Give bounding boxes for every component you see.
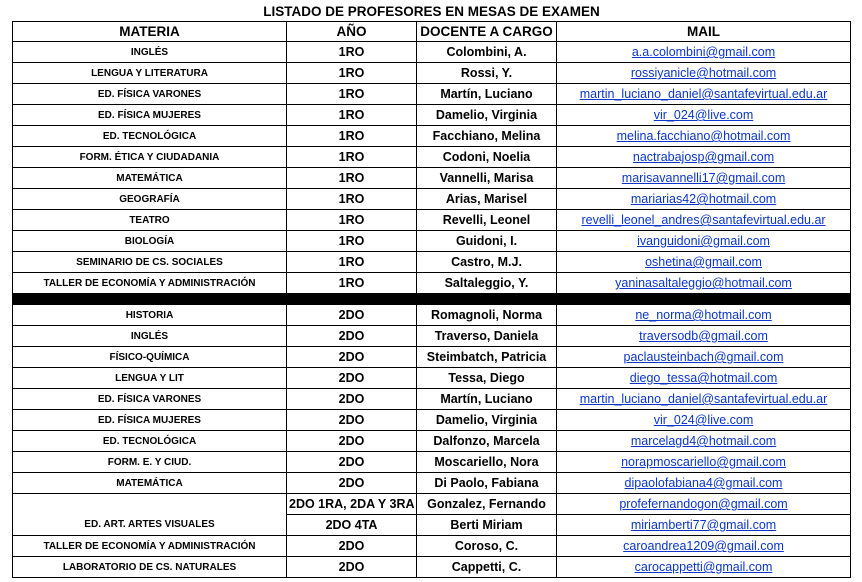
table-row	[13, 410, 851, 431]
anio-cell: 1RO	[287, 273, 417, 294]
materia-cell: TALLER DE ECONOMÍA Y ADMINISTRACIÓN	[13, 273, 287, 294]
table-row	[13, 494, 851, 515]
table-row	[13, 473, 851, 494]
docente-cell: Arias, Marisel	[417, 189, 557, 210]
anio-cell: 2DO	[287, 536, 417, 557]
table-row	[13, 557, 851, 578]
docente-cell: Guidoni, I.	[417, 231, 557, 252]
table-row	[13, 305, 851, 326]
anio-cell: 1RO	[287, 168, 417, 189]
mail-link[interactable]: caroandrea1209@gmail.com	[557, 536, 851, 557]
anio-cell: 2DO 4TA	[287, 515, 417, 536]
docente-cell: Gonzalez, Fernando	[417, 494, 557, 515]
table-row	[13, 536, 851, 557]
materia-cell: LENGUA Y LIT	[13, 368, 287, 389]
materia-cell: ED. ART. ARTES VISUALES	[13, 515, 287, 536]
docente-cell: Di Paolo, Fabiana	[417, 473, 557, 494]
anio-cell: 2DO	[287, 305, 417, 326]
materia-cell: LABORATORIO DE CS. NATURALES	[13, 557, 287, 578]
table-row	[13, 389, 851, 410]
anio-cell: 2DO	[287, 452, 417, 473]
table-row	[13, 252, 851, 273]
table-row	[13, 126, 851, 147]
table-row	[13, 452, 851, 473]
table-row	[13, 42, 851, 63]
materia-cell: MATEMÁTICA	[13, 168, 287, 189]
mail-link[interactable]: ivanguidoni@gmail.com	[557, 231, 851, 252]
docente-cell: Dalfonzo, Marcela	[417, 431, 557, 452]
table-row	[13, 210, 851, 231]
anio-cell: 2DO 1RA, 2DA Y 3RA	[287, 494, 417, 515]
mail-link[interactable]: revelli_leonel_andres@santafevirtual.edu.ar	[557, 210, 851, 231]
materia-cell: FORM. ÉTICA Y CIUDADANIA	[13, 147, 287, 168]
table-row	[13, 368, 851, 389]
docente-cell: Berti Miriam	[417, 515, 557, 536]
anio-cell: 1RO	[287, 63, 417, 84]
anio-cell: 1RO	[287, 189, 417, 210]
spreadsheet	[12, 2, 850, 578]
mail-link[interactable]: profefernandogon@gmail.com	[557, 494, 851, 515]
anio-cell: 2DO	[287, 326, 417, 347]
header-materia: MATERIA	[13, 22, 287, 42]
anio-cell: 2DO	[287, 389, 417, 410]
docente-cell: Revelli, Leonel	[417, 210, 557, 231]
table-row	[13, 326, 851, 347]
header-mail: MAIL	[557, 22, 851, 42]
table-row	[13, 515, 851, 536]
divider-bar	[13, 294, 851, 305]
sheet-title: LISTADO DE PROFESORES EN MESAS DE EXAMEN	[13, 2, 851, 22]
table-row	[13, 63, 851, 84]
docente-cell: Steimbatch, Patricia	[417, 347, 557, 368]
header-docente: DOCENTE A CARGO	[417, 22, 557, 42]
anio-cell: 2DO	[287, 557, 417, 578]
materia-cell: MATEMÁTICA	[13, 473, 287, 494]
docente-cell: Codoni, Noelia	[417, 147, 557, 168]
materia-cell: TEATRO	[13, 210, 287, 231]
anio-cell: 1RO	[287, 210, 417, 231]
mail-link[interactable]: vir_024@live.com	[557, 410, 851, 431]
materia-cell: ED. FÍSICA VARONES	[13, 84, 287, 105]
docente-cell: Tessa, Diego	[417, 368, 557, 389]
docente-cell: Facchiano, Melina	[417, 126, 557, 147]
docente-cell: Saltaleggio, Y.	[417, 273, 557, 294]
materia-cell: ED. TECNOLÓGICA	[13, 431, 287, 452]
docente-cell: Castro, M.J.	[417, 252, 557, 273]
anio-cell: 2DO	[287, 473, 417, 494]
materia-cell: BIOLOGÍA	[13, 231, 287, 252]
anio-cell: 1RO	[287, 105, 417, 126]
header-row	[13, 22, 851, 42]
mail-link[interactable]: miriamberti77@gmail.com	[557, 515, 851, 536]
materia-cell: INGLÉS	[13, 42, 287, 63]
materia-cell: SEMINARIO DE CS. SOCIALES	[13, 252, 287, 273]
materia-cell: ED. FÍSICA MUJERES	[13, 105, 287, 126]
materia-cell: FORM. E. Y CIUD.	[13, 452, 287, 473]
table-row	[13, 231, 851, 252]
header-anio: AÑO	[287, 22, 417, 42]
docente-cell: Damelio, Virginia	[417, 105, 557, 126]
anio-cell: 1RO	[287, 84, 417, 105]
docente-cell: Coroso, C.	[417, 536, 557, 557]
mail-link[interactable]: yaninasaltaleggio@hotmail.com	[557, 273, 851, 294]
mail-link[interactable]: martin_luciano_daniel@santafevirtual.edu.ar	[557, 84, 851, 105]
materia-cell: LENGUA Y LITERATURA	[13, 63, 287, 84]
docente-cell: Cappetti, C.	[417, 557, 557, 578]
table-row	[13, 347, 851, 368]
materia-cell: INGLÉS	[13, 326, 287, 347]
table-row	[13, 189, 851, 210]
mail-link[interactable]: dipaolofabiana4@gmail.com	[557, 473, 851, 494]
mail-link[interactable]: carocappetti@gmail.com	[557, 557, 851, 578]
docente-cell: Moscariello, Nora	[417, 452, 557, 473]
docente-cell: Colombini, A.	[417, 42, 557, 63]
materia-cell: ED. TECNOLÓGICA	[13, 126, 287, 147]
table-row	[13, 105, 851, 126]
section-divider	[13, 294, 851, 305]
anio-cell: 1RO	[287, 126, 417, 147]
mail-link[interactable]: rossiyanicle@hotmail.com	[557, 63, 851, 84]
mail-link[interactable]: vir_024@live.com	[557, 105, 851, 126]
docente-cell: Damelio, Virginia	[417, 410, 557, 431]
anio-cell: 2DO	[287, 431, 417, 452]
table-row	[13, 84, 851, 105]
materia-cell: TALLER DE ECONOMÍA Y ADMINISTRACIÓN	[13, 536, 287, 557]
mail-link[interactable]: marcelagd4@hotmail.com	[557, 431, 851, 452]
mail-link[interactable]: traversodb@gmail.com	[557, 326, 851, 347]
materia-cell: ED. FÍSICA MUJERES	[13, 410, 287, 431]
mail-link[interactable]: a.a.colombini@gmail.com	[557, 42, 851, 63]
anio-cell: 1RO	[287, 42, 417, 63]
materia-cell-empty	[13, 494, 287, 515]
anio-cell: 1RO	[287, 252, 417, 273]
mail-link[interactable]: diego_tessa@hotmail.com	[557, 368, 851, 389]
table-row	[13, 168, 851, 189]
anio-cell: 1RO	[287, 147, 417, 168]
table-row	[13, 431, 851, 452]
mail-link[interactable]: melina.facchiano@hotmail.com	[557, 126, 851, 147]
materia-cell: HISTORIA	[13, 305, 287, 326]
docente-cell: Martín, Luciano	[417, 84, 557, 105]
mail-link[interactable]: nactrabajosp@gmail.com	[557, 147, 851, 168]
profesores-table	[12, 2, 851, 578]
docente-cell: Traverso, Daniela	[417, 326, 557, 347]
mail-link[interactable]: martin_luciano_daniel@santafevirtual.edu.ar	[557, 389, 851, 410]
mail-link[interactable]: norapmoscariello@gmail.com	[557, 452, 851, 473]
materia-cell: ED. FÍSICA VARONES	[13, 389, 287, 410]
docente-cell: Vannelli, Marisa	[417, 168, 557, 189]
anio-cell: 1RO	[287, 231, 417, 252]
materia-cell: FÍSICO-QUÍMICA	[13, 347, 287, 368]
mail-link[interactable]: paclausteinbach@gmail.com	[557, 347, 851, 368]
anio-cell: 2DO	[287, 368, 417, 389]
anio-cell: 2DO	[287, 347, 417, 368]
docente-cell: Romagnoli, Norma	[417, 305, 557, 326]
anio-cell: 2DO	[287, 410, 417, 431]
docente-cell: Rossi, Y.	[417, 63, 557, 84]
materia-cell: GEOGRAFÍA	[13, 189, 287, 210]
mail-link[interactable]: oshetina@gmail.com	[557, 252, 851, 273]
mail-link[interactable]: mariarias42@hotmail.com	[557, 189, 851, 210]
table-row	[13, 147, 851, 168]
mail-link[interactable]: ne_norma@hotmail.com	[557, 305, 851, 326]
table-row	[13, 273, 851, 294]
docente-cell: Martín, Luciano	[417, 389, 557, 410]
title-row	[13, 2, 851, 22]
mail-link[interactable]: marisavannelli17@gmail.com	[557, 168, 851, 189]
